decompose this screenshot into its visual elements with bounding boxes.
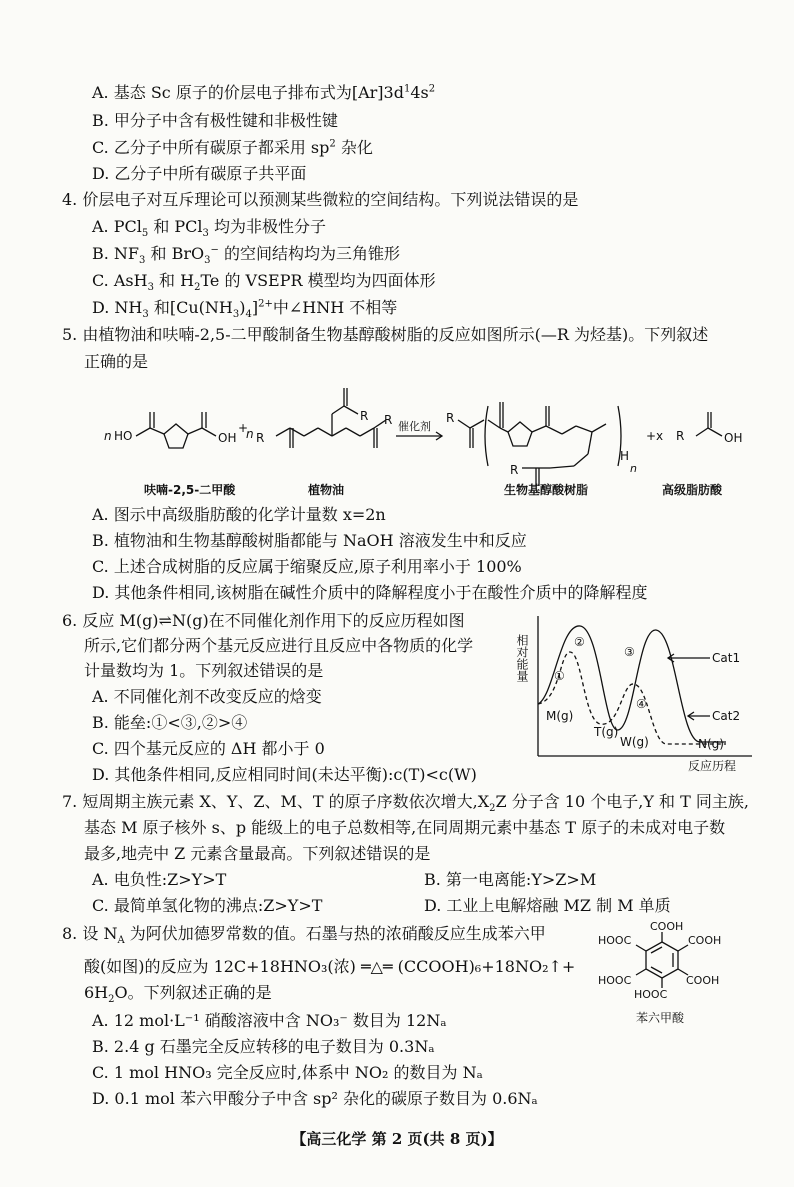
q4-option-c: C. AsH$_3$ 和 $H_2Te$ 的 VSEPR 模型均为四面体形	[92, 271, 436, 294]
label-3: ③	[624, 645, 635, 659]
q7-stem-line2: 基态 M 原子核外 s、p 能级上的电子总数相等,在同周期元素中基态 T 原子的未成对电子数	[84, 818, 726, 837]
q6-option-a: A. 不同催化剂不改变反应的焓变	[92, 687, 322, 706]
q5-option-c: C. 上述合成树脂的反应属于缩聚反应,原子利用率小于 100%	[92, 557, 522, 576]
q5-reaction-scheme	[96, 372, 743, 502]
label-4: ④	[636, 697, 647, 711]
q6-option-b: B. 能垒:①<③,②>④	[92, 713, 248, 732]
q8-stem-line1: 8. 设 $N_A$ 为阿伏加德罗常数的值。石墨与热的浓硝酸反应生成苯六甲	[62, 924, 546, 947]
label-cat2: Cat2	[712, 709, 741, 723]
q8-option-d: D. 0.1 mol 苯六甲酸分子中含 sp² 杂化的碳原子数目为 0.6Nₐ	[92, 1089, 538, 1108]
q7-stem-line3: 最多,地壳中 Z 元素含量最高。下列叙述错误的是	[84, 844, 431, 863]
q8-mellitic-acid-structure	[596, 918, 746, 1028]
q5-n-sub: n	[630, 462, 637, 475]
q5-oh: OH	[218, 431, 237, 445]
q5-oh2: OH	[724, 431, 743, 445]
q4-option-d: D. $NH_3$ 和$[Cu(NH_3)_4]^{2+}$中∠HNH 不相等	[92, 298, 398, 321]
q5-option-d: D. 其他条件相同,该树脂在碱性介质中的降解程度小于在酸性介质中的降解程度	[92, 583, 648, 602]
q6-yaxis-label: 相对能量	[515, 634, 529, 682]
q6-stem-line1: 6. 反应 M(g)⇌N(g)在不同催化剂作用下的反应历程如图	[62, 611, 465, 630]
q5-stem-line1: 5. 由植物油和呋喃-2,5-二甲酸制备生物基醇酸树脂的反应如图所示(—R 为烃基)。下列叙述	[62, 325, 709, 344]
q7-option-d: D. 工业上电解熔融 MZ 制 M 单质	[424, 896, 671, 915]
hooc-left: HOOC	[598, 934, 632, 947]
q5-r2: R	[360, 409, 369, 423]
caption-furan-acid: 呋喃-2,5-二甲酸	[144, 483, 236, 497]
page-footer: 【高三化学 第 2 页(共 8 页)】	[291, 1130, 503, 1148]
q5-r1: R	[256, 431, 265, 445]
q5-stem-line2: 正确的是	[84, 352, 149, 371]
q6-stem-line2: 所示,它们都分两个基元反应进行且反应中各物质的化学	[84, 636, 474, 655]
caption-fatty-acid: 高级脂肪酸	[662, 483, 723, 497]
label-cat1: Cat1	[712, 651, 741, 665]
q5-r3: R	[384, 413, 393, 427]
q5-n: n	[104, 429, 112, 443]
cooh-top: COOH	[650, 920, 684, 933]
q8-option-c: C. 1 mol HNO₃ 完全反应时,体系中 NO₂ 的数目为 Nₐ	[92, 1063, 483, 1082]
label-n: N(g)	[698, 737, 724, 751]
q4-option-a: A. PCl$_5$ 和 PCl$_3$ 均为非极性分子	[92, 217, 327, 240]
q8-stem-line3: $6H_2O$。下列叙述正确的是	[84, 983, 272, 1006]
q6-option-d: D. 其他条件相同,反应相同时间(未达平衡):c(T)<c(W)	[92, 765, 477, 784]
q4-option-b: B. $NF_3$ 和 BrO$_3$− 的空间结构均为三角锥形	[92, 244, 400, 267]
q3-option-c: C. 乙分子中所有碳原子都采用 $sp^2$ 杂化	[92, 138, 373, 157]
caption-resin: 生物基醇酸树脂	[504, 483, 589, 497]
q7-option-a: A. 电负性:Z>Y>T	[92, 870, 227, 889]
q6-energy-diagram	[515, 612, 756, 776]
q5-r6: R	[676, 429, 685, 443]
label-m: M(g)	[546, 709, 574, 723]
q5-catalyst: 催化剂	[398, 420, 431, 433]
label-t: T(g)	[594, 725, 619, 739]
hooc-bottom: HOOC	[634, 988, 668, 1001]
q3-option-a: A. 基态 Sc 原子的价层电子排布式为$[Ar]3d^14s^2$	[92, 83, 436, 102]
label-1: ①	[554, 669, 565, 683]
q5-r5: R	[510, 463, 519, 477]
furan-ring	[164, 424, 188, 448]
q3-option-b: B. 甲分子中含有极性键和非极性键	[92, 111, 338, 130]
q6-xaxis-label: 反应历程	[688, 759, 737, 773]
caption-mellitic-acid: 苯六甲酸	[636, 1011, 685, 1025]
q5-option-a: A. 图示中高级脂肪酸的化学计量数 x=2n	[92, 505, 386, 524]
q5-option-b: B. 植物油和生物基醇酸树脂都能与 NaOH 溶液发生中和反应	[92, 531, 527, 550]
q5-n-italic: n	[246, 427, 254, 441]
q6-stem-line3: 计量数均为 1。下列叙述错误的是	[84, 661, 324, 680]
q7-option-c: C. 最简单氢化物的沸点:Z>Y>T	[92, 896, 323, 915]
label-2: ②	[574, 635, 585, 649]
hooc-bottom-left: HOOC	[598, 974, 632, 987]
q5-r4: R	[446, 411, 455, 425]
q5-h: H	[620, 449, 630, 463]
q6-option-c: C. 四个基元反应的 ΔH 都小于 0	[92, 739, 325, 758]
q5-plus-x: +x	[646, 429, 664, 443]
q4-stem: 4. 价层电子对互斥理论可以预测某些微粒的空间结构。下列说法错误的是	[62, 190, 579, 209]
q7-option-b: B. 第一电离能:Y>Z>M	[424, 870, 597, 889]
q5-plus: +	[238, 421, 249, 435]
q5-ho: HO	[114, 429, 133, 443]
label-w: W(g)	[620, 735, 649, 749]
q7-stem-line1: 7. 短周期主族元素 X、Y、Z、M、T 的原子序数依次增大$,X_2Z$ 分子含 10 个电子,Y 和 T 同主族,	[62, 792, 749, 815]
cooh-right: COOH	[688, 934, 722, 947]
cooh-bottom-right: COOH	[686, 974, 720, 987]
caption-oil: 植物油	[308, 483, 345, 497]
q8-option-b: B. 2.4 g 石墨完全反应转移的电子数目为 0.3Nₐ	[92, 1037, 435, 1056]
q8-option-a: A. 12 mol·L⁻¹ 硝酸溶液中含 NO₃⁻ 数目为 12Nₐ	[92, 1011, 447, 1030]
q8-stem-line2: 酸(如图)的反应为 12C+18HNO₃(浓) ═△═ (CCOOH)₆+18NO₂↑+	[84, 957, 576, 976]
q3-option-d: D. 乙分子中所有碳原子共平面	[92, 164, 307, 183]
